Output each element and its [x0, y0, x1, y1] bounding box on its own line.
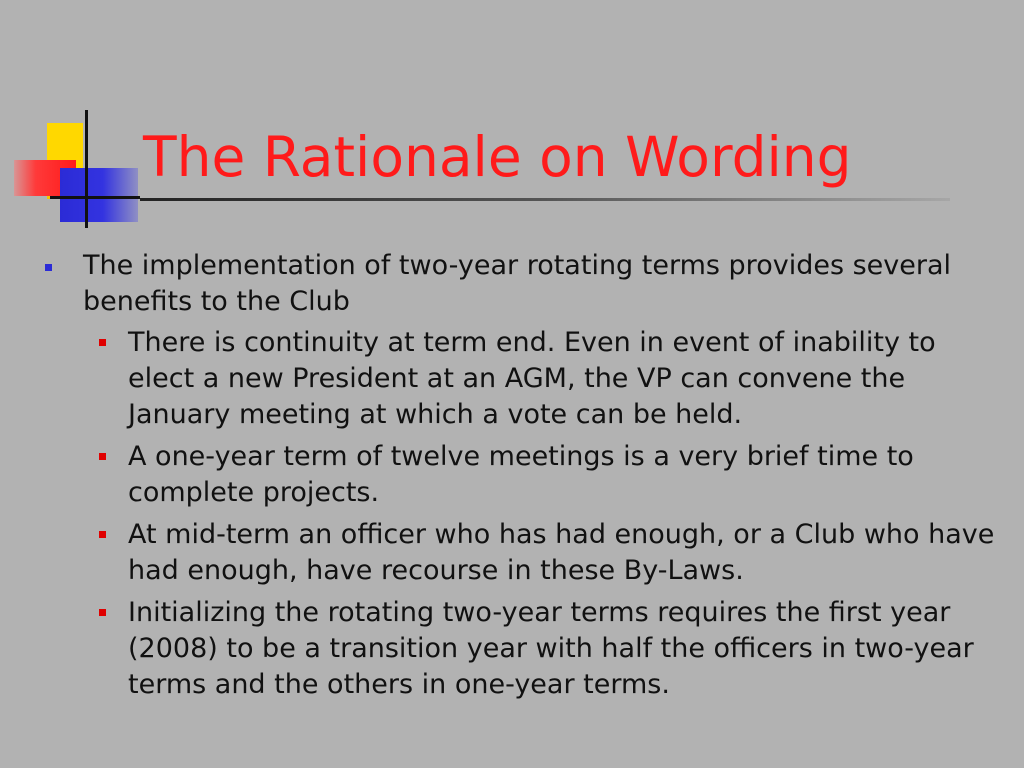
bullet-text: The implementation of two-year rotating terms provides several benefits to the Club	[83, 250, 952, 317]
title-underline	[140, 198, 950, 201]
slide-logo-decoration	[0, 0, 160, 240]
sub-bullet-item	[40, 325, 1010, 433]
slide-body	[40, 248, 1010, 709]
bullet-level1	[40, 248, 1010, 320]
sub-bullet-item	[40, 595, 1010, 703]
blue-block	[60, 168, 138, 222]
sub-bullet-text: At mid-term an officer who has had enough, or a Club who have had enough, have recourse in these By-Laws.	[128, 519, 995, 586]
square-bullet-icon	[99, 609, 106, 616]
square-bullet-icon	[99, 453, 106, 460]
slide-title: The Rationale on Wording	[143, 125, 852, 189]
sub-bullet-text: Initializing the rotating two-year terms requires the first year (2008) to be a transition year with half the officers in two-year terms and the others in one-year terms.	[128, 597, 974, 700]
vertical-line	[85, 110, 88, 228]
square-bullet-icon	[99, 339, 106, 346]
sub-bullet-text: There is continuity at term end. Even in event of inability to elect a new President at an AGM, the VP can convene the January meeting at which a vote can be held.	[128, 327, 936, 430]
square-bullet-icon	[99, 531, 106, 538]
sub-bullet-item	[40, 517, 1010, 589]
square-bullet-icon	[45, 264, 52, 271]
sub-bullet-item	[40, 439, 1010, 511]
sub-bullet-list	[40, 325, 1010, 703]
sub-bullet-text: A one-year term of twelve meetings is a very brief time to complete projects.	[128, 441, 914, 508]
horizontal-line	[50, 196, 140, 199]
